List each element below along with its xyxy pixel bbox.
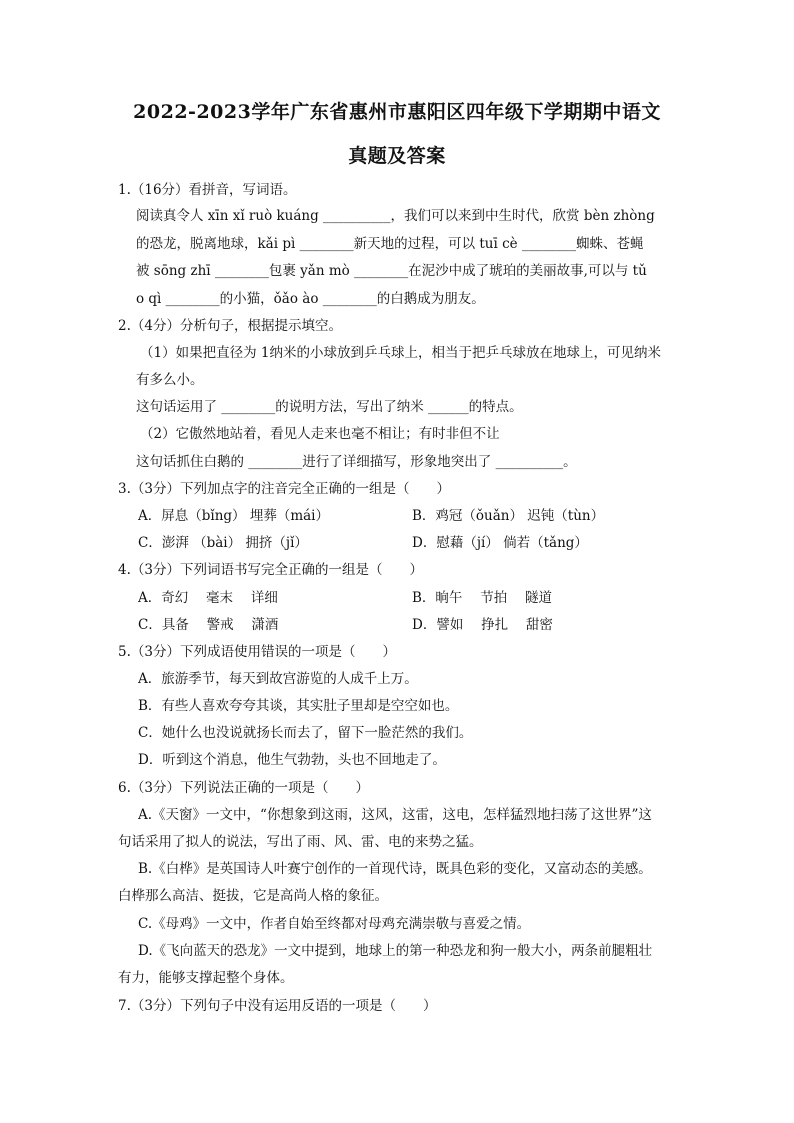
question-7-heading: 7.（3分）下列句子中没有运用反语的一项是（ ） (118, 998, 437, 1014)
question-6-option-a: A.《天窗》一文中，“你想象到这雨，这风，这雷，这电，怎样猛烈地扫荡了这世界”这 (138, 807, 652, 823)
question-5-option-d: D．听到这个消息，他生气勃勃，头也不回地走了。 (138, 752, 446, 768)
question-6-option-b: B.《白桦》是英国诗人叶赛宁创作的一首现代诗，既具色彩的变化，又富动态的美感。 (138, 861, 652, 877)
question-4-option-a: A．奇幻 毫末 详细 (138, 590, 278, 606)
question-5-option-b: B．有些人喜欢夸夸其谈，其实肚子里却是空空如也。 (138, 698, 459, 714)
document-title-line2: 真题及答案 (348, 145, 446, 167)
question-5-option-a: A．旅游季节，每天到故宫游览的人成千上万。 (138, 671, 418, 687)
question-6-option-a-cont: 句话采用了拟人的说法，写出了雨、风、雷、电的来势之猛。 (118, 834, 483, 850)
question-2-text: 这句话运用了 ________的说明方法，写出了纳米 ______的特点。 (136, 399, 523, 415)
question-4-option-d: D．譬如 挣扎 甜密 (412, 617, 553, 633)
question-2-text: 有多么小。 (136, 372, 204, 388)
question-6-option-d: D.《飞向蓝天的恐龙》一文中提到，地球上的第一种恐龙和狗一般大小，两条前腿粗壮 (138, 943, 653, 959)
question-3-heading: 3.（3分）下列加点字的注音完全正确的一组是（ ） (118, 481, 450, 497)
question-5-option-c: C．她什么也没说就扬长而去了，留下一脸茫然的我们。 (138, 725, 473, 741)
question-1-text: o qì ________的小猫，ǒǎo ào ________的白鹅成为朋友。 (136, 291, 485, 307)
question-2-text: 这句话抓住白鹅的 ________进行了详细描写，形象地突出了 __________。 (136, 454, 577, 470)
question-5-heading: 5.（3分）下列成语使用错误的一项是（ ） (118, 644, 396, 660)
question-2-sub1: （1）如果把直径为 1纳米的小球放到乒乓球上，相当于把乒乓球放在地球上，可见纳米 (140, 345, 661, 361)
document-title-line1: 2022-2023学年广东省惠州市惠阳区四年级下学期期中语文 (133, 101, 661, 123)
question-1-heading: 1.（16分）看拼音，写词语。 (118, 182, 297, 198)
question-2-heading: 2.（4分）分析句子，根据提示填空。 (118, 318, 342, 334)
question-4-heading: 4.（3分）下列词语书写完全正确的一组是（ ） (118, 562, 423, 578)
question-6-option-c: C.《母鸡》一文中，作者自始至终都对母鸡充满崇敬与喜爱之情。 (138, 916, 531, 932)
question-1-text: 的恐龙，脱离地球，kǎi pì ________新天地的过程，可以 tuī cè ________蜘蛛、苍蝇 (136, 236, 644, 252)
question-4-option-b: B．晌午 节拍 隧道 (412, 590, 553, 606)
question-3-option-a: A．屏息（bǐng） 埋葬（mái） (138, 508, 330, 524)
question-1-text: 阅读真令人 xīn xǐ ruò kuáng __________，我们可以来到中生时代，欣赏 bèn zhòng (136, 208, 655, 224)
question-3-option-b: B．鸡冠（ǒuǎn） 迟钝（tùn） (412, 508, 605, 524)
question-6-heading: 6.（3分）下列说法正确的一项是（ ） (118, 780, 369, 796)
question-2-sub2: （2）它傲然地站着，看见人走来也毫不相让；有时非但不让 (140, 426, 500, 442)
question-3-option-d: D．慰藉（jí） 倘若（tǎng） (412, 535, 588, 551)
question-3-option-c: C．澎湃 （bài） 拥挤（jǐ） (138, 535, 308, 551)
question-1-text: 被 sōng zhī ________包裹 yǎn mò ________在泥沙中成了琥珀的美丽故事,可以与 tǔ (136, 263, 647, 279)
question-6-option-b-cont: 白桦那么高洁、挺拔，它是高尚人格的象征。 (118, 888, 388, 904)
question-4-option-c: C．具备 警戒 潇酒 (138, 617, 279, 633)
question-6-option-d-cont: 有力，能够支撑起整个身体。 (118, 970, 294, 986)
